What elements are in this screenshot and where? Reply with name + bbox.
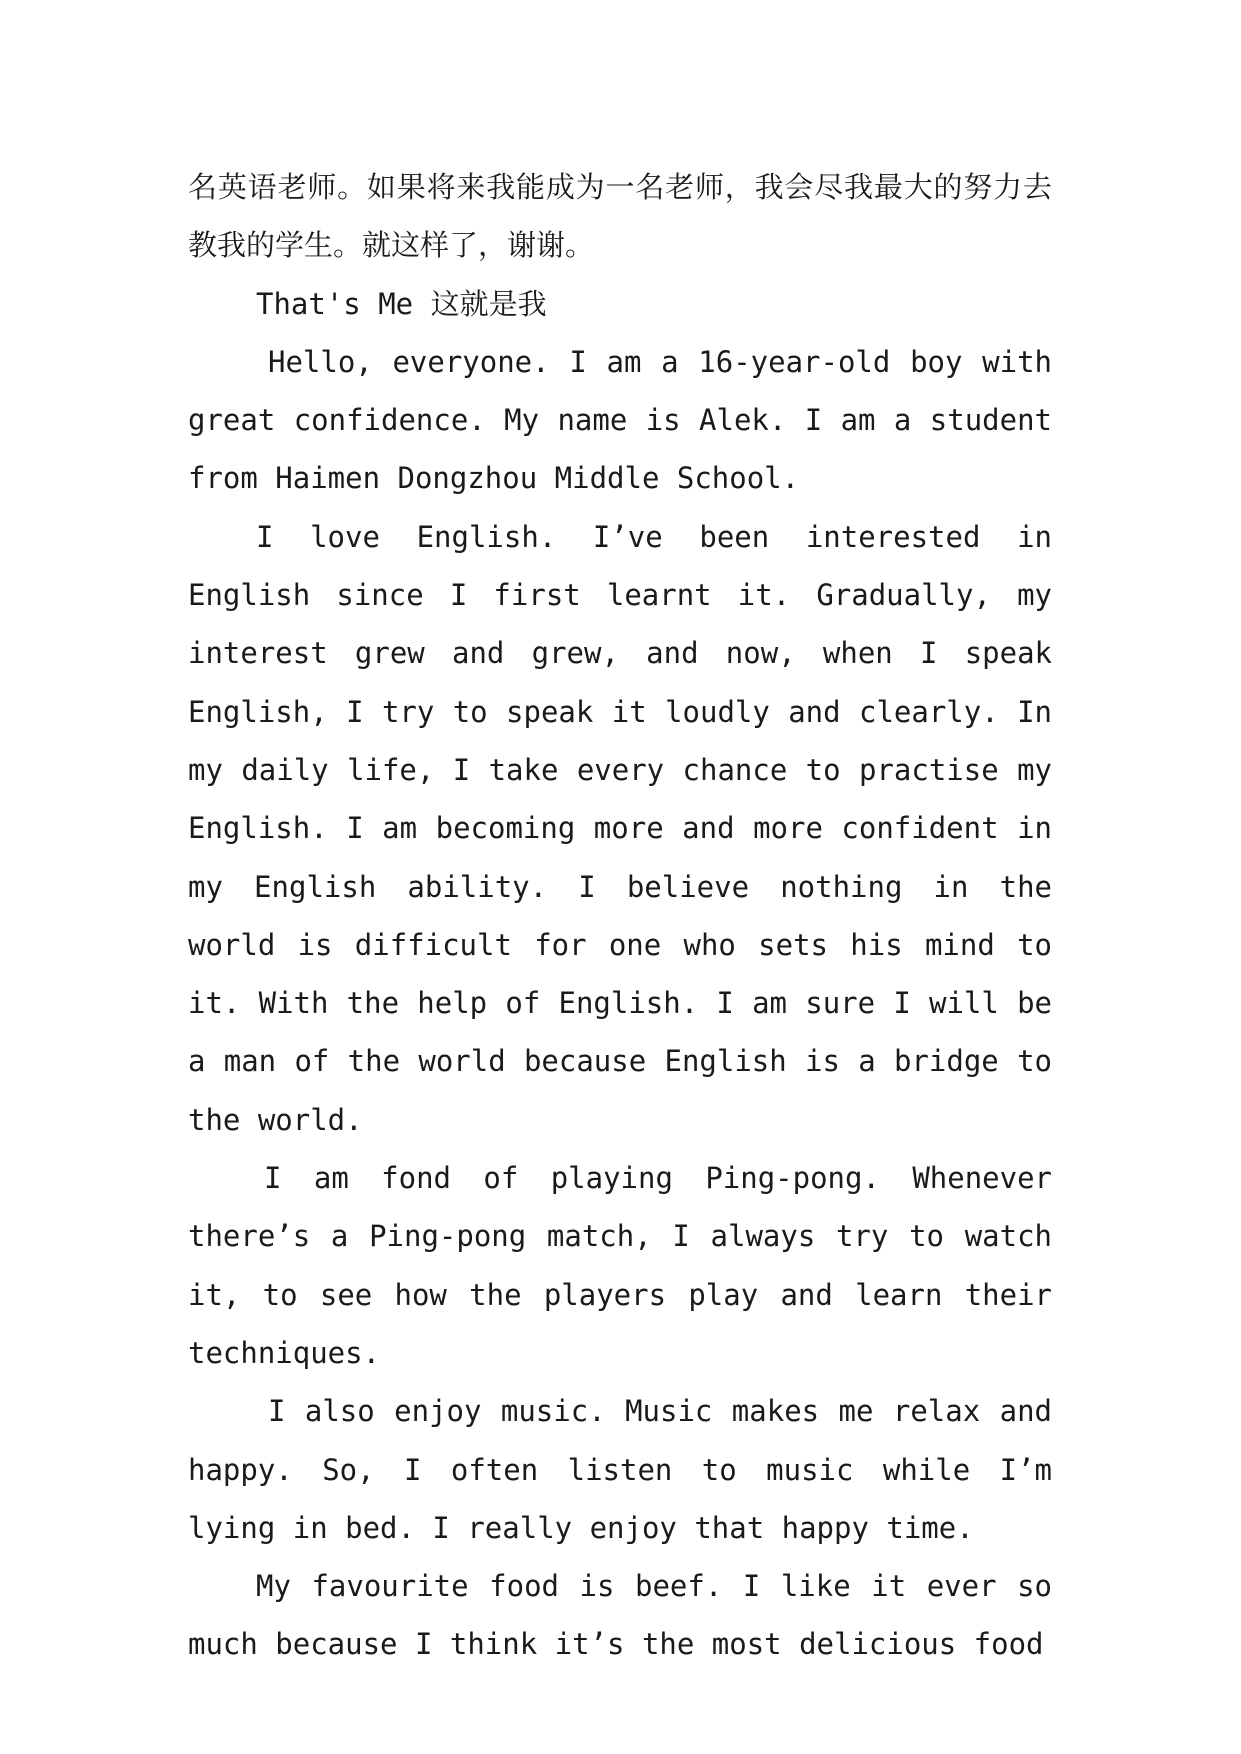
paragraph-introduction: Hello, everyone. I am a 16-year-old boy with great confidence. My name is Alek. I am a student from Haimen Dongzhou Middle School. (188, 344, 1052, 496)
paragraph-music: I also enjoy music. Music makes me relax and happy. So, I often listen to music while I’m lying in bed. I really enjoy that happy time. (188, 1394, 1052, 1545)
essay-title: That's Me 这就是我 (256, 286, 547, 321)
paragraph-ping-pong: I am fond of playing Ping-pong. Whenever there’s a Ping-pong match, I always try to watch it, to see how the players play and learn their techniques. (188, 1161, 1052, 1370)
document-body (188, 158, 1052, 1674)
paragraph-english: I love English. I’ve been interested in English since I first learnt it. Gradually, my interest grew and grew, and now, when I speak English, I try to speak it loudly and clearly. In my daily life, I take every chance to practise my English. I am becoming more and more confident in my English ability. I believe nothing in the world is difficult for one who sets his mind to it. With the help of English. I am sure I will be a man of the world because English is a bridge to the world. (188, 519, 1052, 1137)
paragraph-food: My favourite food is beef. I like it ever so much because I think it’s the most delicious food (188, 1569, 1052, 1662)
chinese-paragraph-ending: 名英语老师。如果将来我能成为一名老师，我会尽我最大的努力去教我的学生。就这样了，谢谢。 (188, 170, 1052, 263)
